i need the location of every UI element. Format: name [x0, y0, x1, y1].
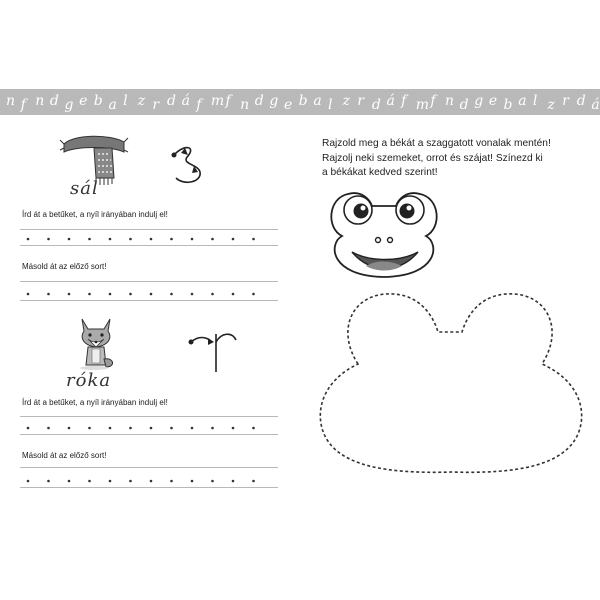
s-stroke-arrow-icon [166, 142, 211, 187]
start-dot [129, 427, 132, 430]
start-dot [109, 480, 112, 483]
copy-instruction-1: Másold át az előző sort! [22, 262, 107, 271]
banner-letter: n [445, 93, 455, 109]
trace-dots-row-2 [24, 425, 274, 429]
start-dot [232, 427, 235, 430]
banner-letter: l [123, 93, 128, 109]
banner-letter: b [298, 93, 308, 109]
start-dot [129, 293, 132, 296]
banner-letter: b [93, 93, 103, 109]
start-dot [170, 480, 173, 483]
start-dot [252, 427, 255, 430]
start-dot [109, 293, 112, 296]
start-dot [68, 480, 71, 483]
banner-letter: g [474, 93, 484, 109]
banner-letter: r [357, 93, 364, 109]
banner-letter: d [576, 93, 586, 109]
start-dot [88, 293, 91, 296]
banner-letter: n [240, 97, 250, 113]
copy-instruction-2: Másold át az előző sort! [22, 451, 107, 460]
frog-face-example [322, 184, 446, 282]
start-dot [47, 427, 50, 430]
banner-letter: e [488, 93, 498, 109]
start-dot [27, 293, 30, 296]
start-dot [68, 293, 71, 296]
task-line-2: Rajzolj neki szemeket, orrot és szájat! Színezd ki [322, 152, 543, 164]
r-stroke-arrow-icon [186, 330, 242, 375]
banner-letter: á [386, 93, 395, 109]
banner-letter: m [210, 93, 225, 109]
banner-letter: n [6, 93, 16, 109]
fox-illustration [74, 313, 118, 371]
banner-letter: a [518, 93, 527, 109]
copy-dots-row-1 [24, 291, 274, 295]
banner-letter: d [254, 93, 264, 109]
start-dot [150, 480, 153, 483]
banner-letter: z [547, 97, 555, 113]
trace-dots-row-1 [24, 236, 274, 240]
start-dot [109, 238, 112, 241]
banner-letter: e [284, 97, 293, 113]
banner-letter: á [591, 97, 600, 113]
word-sal: sál [70, 178, 99, 199]
start-dot [232, 480, 235, 483]
trace-instruction-1: Írd át a betűket, a nyíl irányában indulj el! [22, 210, 168, 219]
banner-letter: f [20, 97, 26, 113]
writing-line [20, 434, 278, 435]
banner-letter: e [79, 93, 88, 109]
copy-dots-row-2 [24, 478, 274, 482]
start-dot [27, 238, 30, 241]
start-dot [170, 293, 173, 296]
start-dot [47, 238, 50, 241]
banner-letter: f [225, 93, 231, 109]
start-dot [129, 238, 132, 241]
start-dot [170, 427, 173, 430]
start-dot [211, 427, 214, 430]
banner-letter: a [108, 97, 117, 113]
banner-letter: á [181, 93, 190, 109]
alphabet-banner [0, 89, 600, 115]
banner-letter: r [152, 97, 160, 113]
banner-letter: m [415, 97, 430, 113]
start-dot [232, 293, 235, 296]
banner-letter: l [532, 93, 538, 109]
writing-line [20, 416, 278, 417]
banner-letter: a [313, 93, 322, 109]
banner-letter: d [49, 93, 59, 109]
task-line-1: Rajzold meg a békát a szaggatott vonalak mentén! [322, 138, 551, 149]
writing-line [20, 487, 278, 488]
banner-letter: d [371, 97, 381, 113]
start-dot [68, 238, 71, 241]
banner-letter: d [166, 93, 176, 109]
start-dot [252, 293, 255, 296]
frog-task-text [322, 137, 592, 181]
start-dot [211, 480, 214, 483]
banner-letters [0, 89, 600, 115]
banner-letter: g [64, 97, 74, 113]
start-dot [150, 293, 153, 296]
writing-line [20, 281, 278, 282]
start-dot [150, 427, 153, 430]
writing-line [20, 300, 278, 301]
banner-letter: g [269, 93, 279, 109]
start-dot [232, 238, 235, 241]
start-dot [47, 293, 50, 296]
word-roka: róka [66, 370, 112, 391]
start-dot [88, 238, 91, 241]
banner-letter: r [562, 93, 569, 109]
start-dot [211, 238, 214, 241]
start-dot [68, 427, 71, 430]
banner-letter: f [196, 97, 202, 113]
start-dot [47, 480, 50, 483]
banner-letter: f [401, 93, 407, 109]
banner-letter: n [35, 93, 45, 109]
trace-instruction-2: Írd át a betűket, a nyíl irányában indulj el! [22, 398, 168, 407]
frog-dashed-outline [316, 290, 592, 476]
banner-letter: z [342, 93, 350, 109]
start-dot [191, 427, 194, 430]
writing-line [20, 245, 278, 246]
banner-letter: f [430, 93, 436, 109]
start-dot [191, 238, 194, 241]
start-dot [27, 480, 30, 483]
start-dot [211, 293, 214, 296]
banner-letter: b [503, 97, 513, 113]
task-line-3: a békákat kedved szerint! [322, 167, 438, 178]
start-dot [191, 480, 194, 483]
banner-letter: d [459, 97, 469, 113]
start-dot [252, 238, 255, 241]
start-dot [88, 427, 91, 430]
start-dot [129, 480, 132, 483]
start-dot [191, 293, 194, 296]
start-dot [88, 480, 91, 483]
writing-line [20, 467, 278, 468]
start-dot [252, 480, 255, 483]
start-dot [170, 238, 173, 241]
start-dot [27, 427, 30, 430]
start-dot [150, 238, 153, 241]
writing-line [20, 229, 278, 230]
banner-letter: z [137, 93, 146, 109]
start-dot [109, 427, 112, 430]
banner-letter: l [327, 97, 333, 113]
